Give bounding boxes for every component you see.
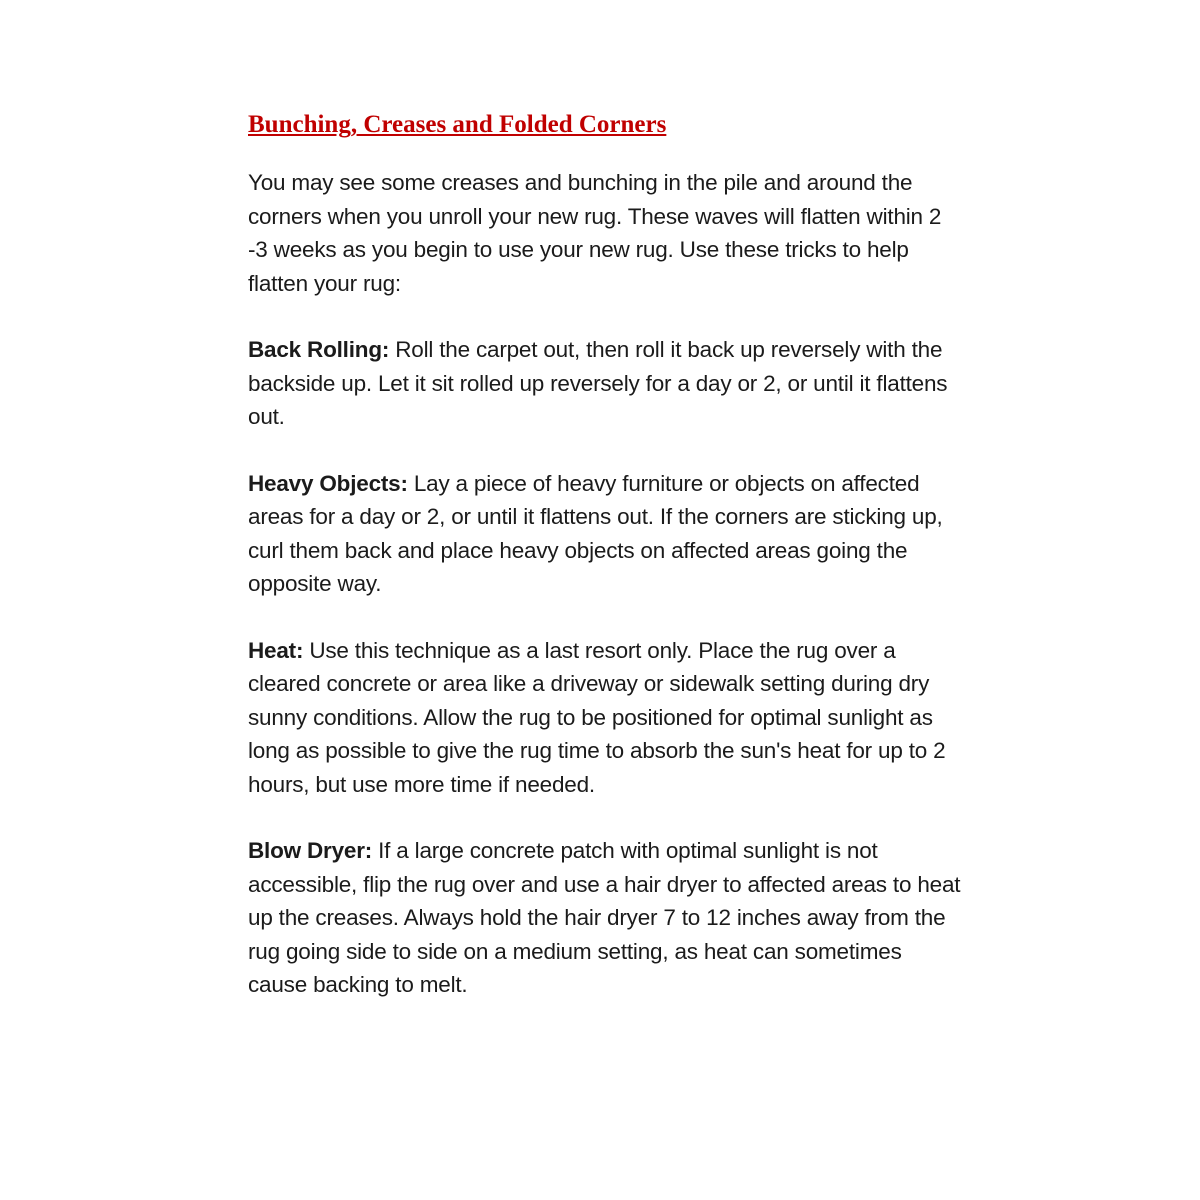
- section-back-rolling-text: Roll the carpet out, then roll it back up reversely with the backside up. Let it sit rolled up reversely for a day or 2, or until it flattens out.: [248, 337, 948, 429]
- section-heavy-objects-lead: Heavy Objects:: [248, 470, 408, 496]
- section-blow-dryer-text: If a large concrete patch with optimal sunlight is not accessible, flip the rug over and use a hair dryer to affected areas to heat up the creases. Always hold the hair dryer 7 to 12 inches away from the rug going side to side on a medium setting, as heat can sometimes cause backing to melt.: [248, 838, 961, 997]
- section-back-rolling: [248, 333, 963, 434]
- page-title: Bunching, Creases and Folded Corners: [248, 111, 667, 138]
- intro-text: You may see some creases and bunching in the pile and around the corners when you unroll your new rug. These waves will flatten within 2 -3 weeks as you begin to use your new rug. Use these tricks to help flatten your rug:: [248, 170, 942, 296]
- intro-paragraph: [248, 166, 963, 300]
- section-back-rolling-lead: Back Rolling:: [248, 337, 390, 362]
- section-heat-lead: Heat:: [248, 637, 304, 663]
- section-heavy-objects: [248, 467, 963, 601]
- section-blow-dryer-lead: Blow Dryer:: [248, 838, 373, 863]
- section-blow-dryer: [248, 834, 963, 1002]
- section-heavy-objects-text: Lay a piece of heavy furniture or objects on affected areas for a day or 2, or until it flattens out. If the corners are sticking up, curl them back and place heavy objects on affected areas going the opposite way.: [248, 470, 943, 596]
- section-heat-text: Use this technique as a last resort only. Place the rug over a cleared concrete or area like a driveway or sidewalk setting during dry sunny conditions. Allow the rug to be positioned for optimal sunlight as long as possible to give the rug time to absorb the sun's heat for up to 2 hours, but use more time if needed.: [248, 637, 946, 797]
- section-heat: [248, 634, 963, 802]
- document-content: [248, 110, 963, 1002]
